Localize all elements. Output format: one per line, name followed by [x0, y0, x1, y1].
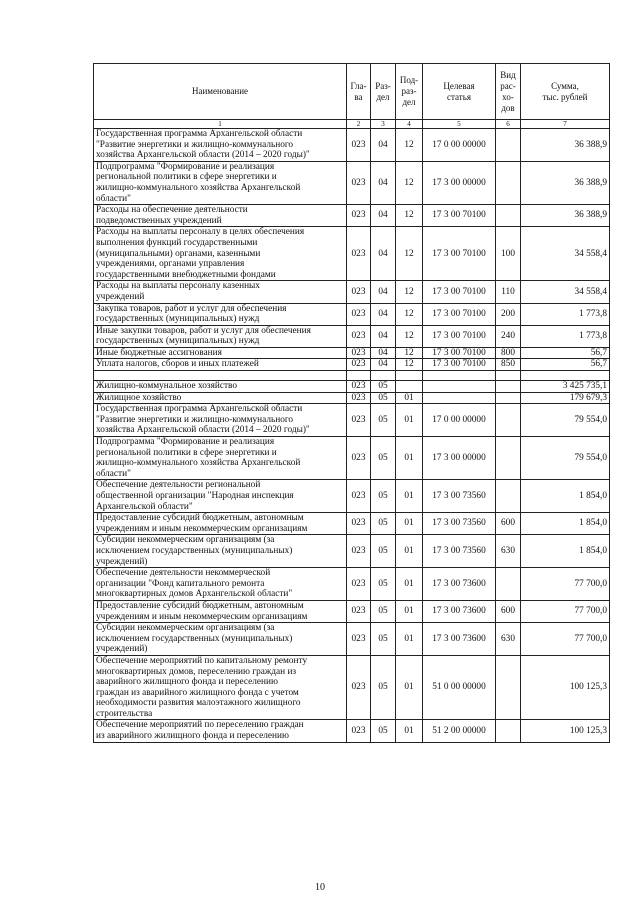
row-podrazdel-cell: 12	[396, 129, 423, 162]
row-vid-cell	[496, 161, 521, 204]
row-sum-cell: 3 425 735,1	[521, 381, 610, 393]
row-statya-cell: 51 2 00 00000	[423, 720, 496, 742]
table-row	[94, 568, 610, 601]
row-razdel-cell: 04	[371, 359, 396, 371]
row-name-cell: Закупка товаров, работ и услуг для обеспечения государственных (муниципальных) нужд	[94, 303, 347, 325]
row-vid-cell: 630	[496, 623, 521, 656]
row-statya-cell: 17 0 00 00000	[423, 404, 496, 437]
row-razdel-cell: 04	[371, 281, 396, 303]
row-statya-cell	[423, 381, 496, 393]
row-glava-cell: 023	[347, 381, 371, 393]
row-sum-cell: 36 388,9	[521, 129, 610, 162]
row-sum-cell: 79 554,0	[521, 437, 610, 480]
row-sum-cell: 100 125,3	[521, 720, 610, 742]
table-row	[94, 655, 610, 720]
row-name-cell: Государственная программа Архангельской области "Развитие энергетики и жилищно-коммунального хозяйства Архангельской области (2014 – 2020 годы)"	[94, 404, 347, 437]
table-row	[94, 359, 610, 371]
row-razdel-cell: 05	[371, 437, 396, 480]
row-vid-cell	[496, 437, 521, 480]
header-podrazdel: Под- раз- дел	[396, 64, 423, 120]
row-razdel-cell: 05	[371, 392, 396, 404]
row-vid-cell: 100	[496, 227, 521, 281]
column-number-row	[94, 120, 610, 129]
row-razdel-cell: 04	[371, 325, 396, 347]
row-statya-cell: 17 3 00 70100	[423, 325, 496, 347]
row-name-cell: Обеспечение деятельности некоммерческой организации "Фонд капитального ремонта многоквартирных домов Архангельской области"	[94, 568, 347, 601]
row-glava-cell: 023	[347, 227, 371, 281]
column-number: 3	[371, 120, 396, 129]
row-glava-cell: 023	[347, 392, 371, 404]
row-name-cell: Обеспечение мероприятий по переселению граждан из аварийного жилищного фонда и переселению	[94, 720, 347, 742]
row-glava-cell: 023	[347, 205, 371, 227]
row-razdel-cell: 05	[371, 568, 396, 601]
header-name: Наименование	[94, 64, 347, 120]
table-body	[94, 129, 610, 743]
row-name-cell: Жилищно-коммунальное хозяйство	[94, 381, 347, 393]
column-number: 7	[521, 120, 610, 129]
header-statya: Целевая статья	[423, 64, 496, 120]
row-razdel-cell: 04	[371, 347, 396, 359]
row-sum-cell: 36 388,9	[521, 161, 610, 204]
row-glava-cell: 023	[347, 513, 371, 535]
row-podrazdel-cell: 01	[396, 513, 423, 535]
row-podrazdel-cell: 12	[396, 161, 423, 204]
row-razdel-cell: 04	[371, 205, 396, 227]
row-sum-cell: 77 700,0	[521, 600, 610, 622]
row-razdel-cell: 04	[371, 129, 396, 162]
row-sum-cell: 1 773,8	[521, 325, 610, 347]
row-name-cell: Подпрограмма "Формирование и реализация региональной политики в сфере энергетики и жилищно-коммунального хозяйства Архангельской области"	[94, 161, 347, 204]
row-glava-cell: 023	[347, 600, 371, 622]
row-podrazdel-cell: 12	[396, 281, 423, 303]
column-number: 1	[94, 120, 347, 129]
row-sum-cell: 34 558,4	[521, 281, 610, 303]
row-vid-cell: 600	[496, 513, 521, 535]
table-row	[94, 347, 610, 359]
row-statya-cell: 17 3 00 73560	[423, 480, 496, 513]
row-razdel-cell: 05	[371, 535, 396, 568]
row-statya-cell: 17 3 00 70100	[423, 227, 496, 281]
row-name-cell: Расходы на выплаты персоналу казенных учреждений	[94, 281, 347, 303]
table-row	[94, 281, 610, 303]
row-vid-cell	[496, 568, 521, 601]
row-podrazdel-cell: 12	[396, 303, 423, 325]
table-row	[94, 513, 610, 535]
row-podrazdel-cell: 01	[396, 655, 423, 720]
row-statya-cell: 51 0 00 00000	[423, 655, 496, 720]
row-glava-cell: 023	[347, 347, 371, 359]
row-statya-cell: 17 0 00 00000	[423, 129, 496, 162]
row-vid-cell: 600	[496, 600, 521, 622]
row-podrazdel-cell: 12	[396, 227, 423, 281]
row-vid-cell: 800	[496, 347, 521, 359]
row-statya-cell: 17 3 00 70100	[423, 303, 496, 325]
column-number: 5	[423, 120, 496, 129]
spacer-row	[94, 371, 610, 381]
row-glava-cell: 023	[347, 655, 371, 720]
table-row	[94, 227, 610, 281]
row-sum-cell: 34 558,4	[521, 227, 610, 281]
row-name-cell: Предоставление субсидий бюджетным, автономным учреждениям и иным некоммерческим организациям	[94, 513, 347, 535]
table-row	[94, 480, 610, 513]
row-sum-cell: 1 854,0	[521, 535, 610, 568]
row-vid-cell	[496, 655, 521, 720]
header-glava: Гла- ва	[347, 64, 371, 120]
row-statya-cell: 17 3 00 73560	[423, 513, 496, 535]
row-razdel-cell: 04	[371, 227, 396, 281]
row-podrazdel-cell: 01	[396, 623, 423, 656]
row-vid-cell	[496, 404, 521, 437]
row-razdel-cell: 05	[371, 655, 396, 720]
row-name-cell: Субсидии некоммерческим организациям (за исключением государственных (муниципальных) учреждений)	[94, 623, 347, 656]
table-row	[94, 392, 610, 404]
row-podrazdel-cell: 01	[396, 480, 423, 513]
row-vid-cell: 110	[496, 281, 521, 303]
table-row	[94, 205, 610, 227]
row-glava-cell: 023	[347, 404, 371, 437]
row-statya-cell	[423, 371, 496, 381]
row-name-cell: Обеспечение мероприятий по капитальному ремонту многоквартирных домов, переселению граждан из аварийного жилищного фонда и переселению граждан из аварийного жилищного фонда с учетом необходимости развития малоэтажного жилищного строительства	[94, 655, 347, 720]
row-sum-cell	[521, 371, 610, 381]
row-statya-cell: 17 3 00 73600	[423, 568, 496, 601]
row-glava-cell: 023	[347, 623, 371, 656]
row-name-cell: Подпрограмма "Формирование и реализация региональной политики в сфере энергетики и жилищно-коммунального хозяйства Архангельской области"	[94, 437, 347, 480]
row-name-cell	[94, 371, 347, 381]
row-glava-cell: 023	[347, 359, 371, 371]
row-sum-cell: 79 554,0	[521, 404, 610, 437]
row-name-cell: Уплата налогов, сборов и иных платежей	[94, 359, 347, 371]
row-statya-cell: 17 3 00 70100	[423, 205, 496, 227]
page-number: 10	[315, 882, 325, 893]
row-razdel-cell: 05	[371, 404, 396, 437]
row-statya-cell: 17 3 00 73560	[423, 535, 496, 568]
table-row	[94, 381, 610, 393]
row-sum-cell: 1 773,8	[521, 303, 610, 325]
row-vid-cell	[496, 720, 521, 742]
row-razdel-cell: 04	[371, 303, 396, 325]
table-row	[94, 720, 610, 742]
row-glava-cell: 023	[347, 161, 371, 204]
row-podrazdel-cell: 12	[396, 325, 423, 347]
header-sum: Сумма, тыс. рублей	[521, 64, 610, 120]
row-podrazdel-cell: 01	[396, 392, 423, 404]
row-name-cell: Иные бюджетные ассигнования	[94, 347, 347, 359]
row-name-cell: Расходы на выплаты персоналу в целях обеспечения выполнения функций государственными (муниципальными) органами, казенными учреждениями, органами управления государственными внебюджетными фондами	[94, 227, 347, 281]
row-statya-cell: 17 3 00 70100	[423, 359, 496, 371]
row-glava-cell	[347, 371, 371, 381]
row-vid-cell	[496, 392, 521, 404]
row-glava-cell: 023	[347, 281, 371, 303]
row-statya-cell: 17 3 00 70100	[423, 281, 496, 303]
row-podrazdel-cell: 01	[396, 720, 423, 742]
column-number: 2	[347, 120, 371, 129]
row-razdel-cell: 05	[371, 720, 396, 742]
row-vid-cell	[496, 129, 521, 162]
table-row	[94, 129, 610, 162]
row-name-cell: Обеспечение деятельности региональной общественной организации "Народная инспекция Архангельской области"	[94, 480, 347, 513]
row-razdel-cell: 05	[371, 381, 396, 393]
table-row	[94, 303, 610, 325]
row-glava-cell: 023	[347, 129, 371, 162]
row-sum-cell: 1 854,0	[521, 480, 610, 513]
row-statya-cell: 17 3 00 00000	[423, 161, 496, 204]
row-glava-cell: 023	[347, 480, 371, 513]
row-podrazdel-cell	[396, 371, 423, 381]
row-sum-cell: 100 125,3	[521, 655, 610, 720]
row-vid-cell: 200	[496, 303, 521, 325]
row-vid-cell: 240	[496, 325, 521, 347]
row-glava-cell: 023	[347, 568, 371, 601]
table-row	[94, 325, 610, 347]
row-name-cell: Расходы на обеспечение деятельности подведомственных учреждений	[94, 205, 347, 227]
row-glava-cell: 023	[347, 535, 371, 568]
column-number: 4	[396, 120, 423, 129]
row-razdel-cell: 05	[371, 600, 396, 622]
row-name-cell: Государственная программа Архангельской области "Развитие энергетики и жилищно-коммунального хозяйства Архангельской области (2014 – 2020 годы)"	[94, 129, 347, 162]
row-vid-cell	[496, 480, 521, 513]
row-podrazdel-cell: 12	[396, 205, 423, 227]
row-glava-cell: 023	[347, 720, 371, 742]
row-statya-cell: 17 3 00 00000	[423, 437, 496, 480]
row-sum-cell: 36 388,9	[521, 205, 610, 227]
row-podrazdel-cell: 12	[396, 347, 423, 359]
row-vid-cell: 850	[496, 359, 521, 371]
row-sum-cell: 1 854,0	[521, 513, 610, 535]
row-glava-cell: 023	[347, 325, 371, 347]
row-podrazdel-cell: 01	[396, 437, 423, 480]
table-row	[94, 437, 610, 480]
header-vid: Вид рас- хо- дов	[496, 64, 521, 120]
row-podrazdel-cell: 01	[396, 600, 423, 622]
table-row	[94, 623, 610, 656]
header-razdel: Раз- дел	[371, 64, 396, 120]
row-podrazdel-cell: 01	[396, 404, 423, 437]
row-name-cell: Жилищное хозяйство	[94, 392, 347, 404]
row-sum-cell: 77 700,0	[521, 623, 610, 656]
row-statya-cell: 17 3 00 70100	[423, 347, 496, 359]
row-vid-cell	[496, 205, 521, 227]
row-statya-cell	[423, 392, 496, 404]
row-name-cell: Субсидии некоммерческим организациям (за исключением государственных (муниципальных) учреждений)	[94, 535, 347, 568]
row-vid-cell	[496, 371, 521, 381]
row-name-cell: Иные закупки товаров, работ и услуг для обеспечения государственных (муниципальных) нужд	[94, 325, 347, 347]
row-glava-cell: 023	[347, 437, 371, 480]
row-podrazdel-cell: 01	[396, 535, 423, 568]
row-vid-cell	[496, 381, 521, 393]
budget-table	[93, 63, 610, 743]
row-razdel-cell: 04	[371, 161, 396, 204]
row-podrazdel-cell	[396, 381, 423, 393]
header-row	[94, 64, 610, 120]
row-glava-cell: 023	[347, 303, 371, 325]
row-sum-cell: 56,7	[521, 359, 610, 371]
row-sum-cell: 179 679,3	[521, 392, 610, 404]
row-razdel-cell: 05	[371, 480, 396, 513]
row-razdel-cell: 05	[371, 513, 396, 535]
table-row	[94, 535, 610, 568]
table-row	[94, 404, 610, 437]
row-name-cell: Предоставление субсидий бюджетным, автономным учреждениям и иным некоммерческим организациям	[94, 600, 347, 622]
column-number: 6	[496, 120, 521, 129]
row-vid-cell: 630	[496, 535, 521, 568]
row-razdel-cell: 05	[371, 623, 396, 656]
table-row	[94, 600, 610, 622]
row-statya-cell: 17 3 00 73600	[423, 600, 496, 622]
row-podrazdel-cell: 12	[396, 359, 423, 371]
row-sum-cell: 77 700,0	[521, 568, 610, 601]
row-podrazdel-cell: 01	[396, 568, 423, 601]
table-row	[94, 161, 610, 204]
row-statya-cell: 17 3 00 73600	[423, 623, 496, 656]
row-razdel-cell	[371, 371, 396, 381]
row-sum-cell: 56,7	[521, 347, 610, 359]
